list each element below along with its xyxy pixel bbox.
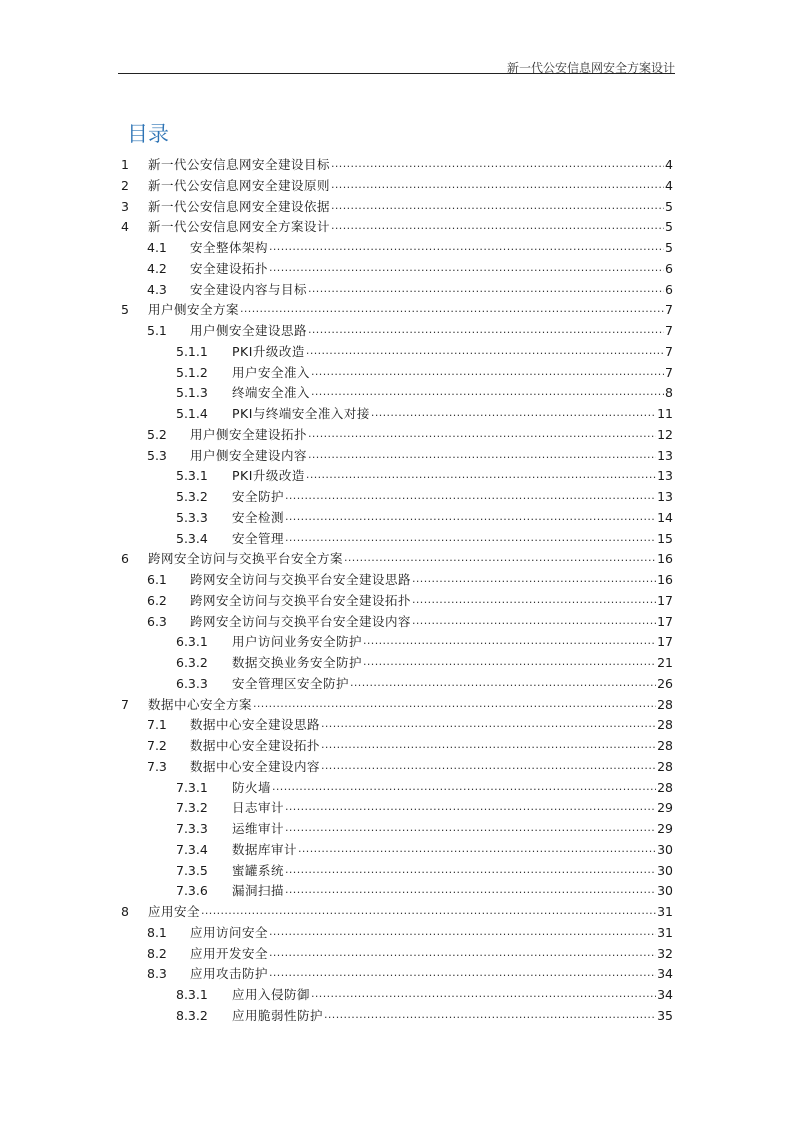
toc-entry-number: 5.2	[147, 426, 167, 442]
toc-entry-page: 35	[657, 1007, 673, 1023]
toc-entry-title: 跨网安全访问与交换平台安全建设拓扑	[190, 592, 412, 608]
toc-dot-leader	[308, 279, 664, 299]
toc-entry-page: 21	[657, 655, 673, 670]
toc-entry-page: 13	[657, 489, 673, 504]
toc-entry-page: 29	[657, 800, 673, 816]
toc-dot-leader	[285, 880, 656, 900]
toc-entry[interactable]	[121, 197, 673, 217]
toc-entry-title: 漏洞扫描	[232, 883, 285, 899]
toc-entry-page: 16	[657, 551, 673, 567]
toc-entry-title: PKI升级改造	[232, 468, 305, 484]
toc-dot-leader	[240, 299, 664, 319]
toc-entry-number: 4.1	[147, 240, 167, 255]
toc-dot-leader	[331, 196, 664, 216]
toc-entry-page: 4	[665, 177, 673, 193]
toc-entry[interactable]	[176, 363, 673, 383]
toc-dot-leader	[298, 839, 656, 859]
toc-dot-leader	[324, 1005, 656, 1025]
toc-entry-number: 3	[121, 198, 129, 214]
toc-entry[interactable]	[121, 155, 673, 175]
toc-entry-number: 6.1	[147, 572, 167, 587]
toc-entry-title: 应用安全	[148, 904, 201, 919]
toc-entry[interactable]	[147, 321, 673, 341]
toc-entry-page: 34	[657, 966, 673, 982]
toc-entry[interactable]	[176, 674, 673, 694]
toc-entry-page: 17	[657, 592, 673, 608]
toc-entry-page: 5	[665, 219, 673, 235]
toc-entry-page: 17	[657, 634, 673, 650]
toc-entry-page: 7	[665, 323, 673, 338]
toc-entry[interactable]	[147, 259, 673, 279]
toc-entry[interactable]	[176, 342, 673, 362]
toc-entry-title: 用户侧安全建设思路	[190, 323, 308, 338]
toc-entry[interactable]	[176, 1006, 673, 1026]
toc-entry-page: 14	[657, 509, 673, 525]
toc-dot-leader	[331, 216, 664, 236]
toc-entry[interactable]	[147, 280, 673, 300]
toc-entry-number: 1	[121, 157, 129, 172]
toc-entry-title: 日志审计	[232, 800, 285, 816]
toc-entry-page: 15	[657, 530, 673, 546]
toc-entry-title: 安全建设内容与目标	[190, 281, 308, 297]
toc-entry-page: 17	[657, 613, 673, 629]
toc-entry-number: 8.2	[147, 945, 167, 961]
toc-entry[interactable]	[176, 653, 673, 673]
toc-entry[interactable]	[147, 736, 673, 756]
toc-entry-page: 7	[665, 302, 673, 318]
toc-entry-number: 5.1.1	[176, 343, 208, 359]
toc-dot-leader	[269, 922, 656, 942]
toc-entry-title: 应用入侵防御	[232, 987, 311, 1002]
toc-dot-leader	[272, 777, 656, 797]
toc-entry-page: 28	[657, 696, 673, 712]
toc-entry[interactable]	[147, 425, 673, 445]
toc-entry[interactable]	[176, 404, 673, 424]
toc-dot-leader	[371, 403, 656, 423]
toc-entry[interactable]	[147, 612, 673, 632]
toc-entry-title: 用户访问业务安全防护	[232, 634, 363, 650]
toc-entry-title: 跨网安全访问与交换平台安全建设思路	[190, 572, 412, 587]
toc-entry-title: 安全检测	[232, 509, 285, 525]
toc-entry-number: 5.3.1	[176, 468, 208, 484]
toc-entry-page: 13	[657, 468, 673, 484]
toc-entry-title: 跨网安全访问与交换平台安全建设内容	[190, 613, 412, 629]
toc-entry-title: 防火墙	[232, 779, 272, 795]
toc-entry-page: 32	[657, 945, 673, 961]
running-header-title: 新一代公安信息网安全方案设计	[506, 61, 675, 75]
toc-entry-title: 应用攻击防护	[190, 966, 269, 982]
toc-entry-page: 13	[657, 447, 673, 463]
toc-entry-title: 数据库审计	[232, 841, 298, 857]
toc-entry-page: 11	[657, 406, 673, 421]
toc-entry-number: 8.3.2	[176, 1007, 208, 1023]
toc-dot-leader	[331, 175, 664, 195]
toc-entry[interactable]	[121, 300, 673, 320]
toc-entry-page: 6	[665, 260, 673, 276]
toc-entry-title: 数据中心安全建设内容	[190, 758, 321, 774]
toc-entry-title: 跨网安全访问与交换平台安全方案	[148, 551, 344, 567]
toc-entry-number: 7.3.3	[176, 821, 208, 836]
toc-entry-number: 6.3	[147, 613, 167, 629]
toc-entry-title: 新一代公安信息网安全建设原则	[148, 177, 331, 193]
toc-entry-page: 6	[665, 281, 673, 297]
toc-entry[interactable]	[176, 466, 673, 486]
toc-entry[interactable]	[121, 549, 673, 569]
toc-entry[interactable]	[176, 840, 673, 860]
toc-dot-leader	[201, 901, 656, 921]
toc-entry-title: PKI升级改造	[232, 343, 305, 359]
toc-entry-page: 28	[657, 738, 673, 753]
toc-entry-title: 安全管理区安全防护	[232, 675, 350, 691]
toc-dot-leader	[269, 237, 664, 257]
toc-entry-number: 7.3.6	[176, 883, 208, 899]
toc-entry-title: 运维审计	[232, 821, 285, 836]
toc-entry-title: 用户侧安全建设内容	[190, 447, 308, 463]
toc-dot-leader	[412, 569, 656, 589]
toc-dot-leader	[285, 860, 656, 880]
toc-entry-number: 8.3.1	[176, 987, 208, 1002]
toc-entry-title: 新一代公安信息网安全建设依据	[148, 198, 331, 214]
toc-entry-page: 7	[665, 343, 673, 359]
toc-entry-number: 7.3.5	[176, 862, 208, 878]
toc-entry[interactable]	[147, 944, 673, 964]
toc-entry-page: 4	[665, 157, 673, 172]
toc-entry-number: 4.2	[147, 260, 167, 276]
toc-dot-leader	[311, 382, 664, 402]
toc-entry-number: 7.2	[147, 738, 167, 753]
toc-entry-number: 4.3	[147, 281, 167, 297]
toc-dot-leader	[363, 631, 656, 651]
toc-dot-leader	[269, 963, 656, 983]
toc-entry-number: 7	[121, 696, 129, 712]
toc-dot-leader	[285, 486, 656, 506]
toc-entry[interactable]	[176, 383, 673, 403]
toc-entry-page: 28	[657, 758, 673, 774]
toc-entry[interactable]	[147, 964, 673, 984]
toc-entry-number: 6.3.1	[176, 634, 208, 650]
toc-dot-leader	[306, 465, 656, 485]
toc-entry-number: 5.3.3	[176, 509, 208, 525]
toc-entry[interactable]	[147, 446, 673, 466]
toc-entry-page: 30	[657, 883, 673, 899]
toc-dot-leader	[308, 424, 656, 444]
toc-entry-number: 6.3.2	[176, 655, 208, 670]
toc-dot-leader	[321, 714, 656, 734]
toc-entry-number: 8.1	[147, 924, 167, 940]
toc-dot-leader	[285, 528, 656, 548]
toc-entry-title: 用户侧安全建设拓扑	[190, 426, 308, 442]
toc-entry-number: 5.1	[147, 323, 167, 338]
toc-dot-leader	[331, 154, 664, 174]
toc-dot-leader	[285, 507, 656, 527]
toc-entry-title: 应用访问安全	[190, 924, 269, 940]
toc-entry-title: 新一代公安信息网安全建设目标	[148, 157, 331, 172]
toc-entry-title: 安全整体架构	[190, 240, 269, 255]
toc-entry[interactable]	[121, 695, 673, 715]
toc-entry[interactable]	[121, 902, 673, 922]
toc-entry-title: 终端安全准入	[232, 385, 311, 401]
toc-entry-number: 5.1.4	[176, 406, 208, 421]
toc-entry-number: 7.3.4	[176, 841, 208, 857]
header-rule	[118, 73, 675, 74]
toc-dot-leader	[308, 445, 656, 465]
toc-entry-title: 新一代公安信息网安全方案设计	[148, 219, 331, 235]
toc-entry-title: 安全管理	[232, 530, 285, 546]
toc-entry-page: 8	[665, 385, 673, 401]
toc-entry-page: 26	[657, 675, 673, 691]
toc-entry-page: 28	[657, 717, 673, 733]
toc-dot-leader	[350, 673, 656, 693]
toc-entry-page: 34	[657, 987, 673, 1002]
toc-dot-leader	[363, 652, 656, 672]
toc-entry-number: 5.3.4	[176, 530, 208, 546]
toc-dot-leader	[412, 590, 656, 610]
toc-dot-leader	[253, 694, 656, 714]
toc-entry[interactable]	[176, 778, 673, 798]
toc-dot-leader	[306, 341, 664, 361]
toc-entry-number: 2	[121, 177, 129, 193]
toc-entry-number: 4	[121, 219, 129, 235]
toc-entry[interactable]	[147, 757, 673, 777]
toc-entry[interactable]	[121, 176, 673, 196]
toc-entry-number: 7.1	[147, 717, 167, 733]
toc-entry-page: 31	[657, 904, 673, 919]
toc-entry-number: 6.3.3	[176, 675, 208, 691]
toc-entry-page: 30	[657, 841, 673, 857]
toc-dot-leader	[321, 756, 656, 776]
toc-heading: 目录	[127, 122, 169, 146]
toc-entry-page: 5	[665, 198, 673, 214]
toc-entry[interactable]	[147, 570, 673, 590]
toc-entry-title: 用户安全准入	[232, 364, 311, 380]
toc-dot-leader	[269, 258, 664, 278]
toc-entry-page: 16	[657, 572, 673, 587]
toc-entry-number: 5	[121, 302, 129, 318]
toc-entry[interactable]	[176, 798, 673, 818]
toc-entry-title: PKI与终端安全准入对接	[232, 406, 370, 421]
toc-entry[interactable]	[147, 238, 673, 258]
toc-entry-page: 28	[657, 779, 673, 795]
toc-entry[interactable]	[147, 715, 673, 735]
toc-entry-title: 数据中心安全建设拓扑	[190, 738, 321, 753]
toc-entry-number: 7.3	[147, 758, 167, 774]
toc-entry[interactable]	[147, 923, 673, 943]
toc-dot-leader	[285, 797, 656, 817]
toc-entry-number: 5.1.3	[176, 385, 208, 401]
toc-entry[interactable]	[176, 487, 673, 507]
toc-entry-title: 蜜罐系统	[232, 862, 285, 878]
toc-entry-number: 8	[121, 904, 129, 919]
toc-entry-number: 5.1.2	[176, 364, 208, 380]
toc-entry-number: 5.3.2	[176, 489, 208, 504]
toc-entry-title: 应用开发安全	[190, 945, 269, 961]
toc-entry-number: 6	[121, 551, 129, 567]
toc-entry-title: 数据中心安全建设思路	[190, 717, 321, 733]
toc-dot-leader	[321, 735, 656, 755]
toc-entry[interactable]	[176, 529, 673, 549]
toc-entry-number: 5.3	[147, 447, 167, 463]
toc-entry-page: 5	[665, 240, 673, 255]
toc-entry[interactable]	[176, 881, 673, 901]
toc-entry[interactable]	[176, 508, 673, 528]
toc-entry-title: 用户侧安全方案	[148, 302, 240, 318]
toc-entry-page: 12	[657, 426, 673, 442]
toc-entry-number: 7.3.1	[176, 779, 208, 795]
toc-dot-leader	[308, 320, 664, 340]
toc-entry[interactable]	[176, 632, 673, 652]
toc-dot-leader	[269, 943, 656, 963]
toc-dot-leader	[412, 611, 656, 631]
toc-entry-title: 应用脆弱性防护	[232, 1007, 324, 1023]
toc-entry-title: 数据中心安全方案	[148, 696, 253, 712]
toc-entry-number: 8.3	[147, 966, 167, 982]
toc-dot-leader	[311, 984, 656, 1004]
toc-entry-page: 31	[657, 924, 673, 940]
toc-entry-number: 6.2	[147, 592, 167, 608]
toc-entry-title: 数据交换业务安全防护	[232, 655, 363, 670]
toc-entry-page: 30	[657, 862, 673, 878]
toc-dot-leader	[285, 818, 656, 838]
toc-entry-title: 安全建设拓扑	[190, 260, 269, 276]
toc-entry[interactable]	[176, 819, 673, 839]
toc-entry[interactable]	[176, 985, 673, 1005]
toc-entry-page: 7	[665, 364, 673, 380]
toc-entry-number: 7.3.2	[176, 800, 208, 816]
toc-dot-leader	[344, 548, 656, 568]
toc-dot-leader	[311, 362, 664, 382]
toc-entry-page: 29	[657, 821, 673, 836]
toc-entry[interactable]	[147, 591, 673, 611]
toc-entry[interactable]	[121, 217, 673, 237]
toc-entry-title: 安全防护	[232, 489, 285, 504]
toc-entry[interactable]	[176, 861, 673, 881]
